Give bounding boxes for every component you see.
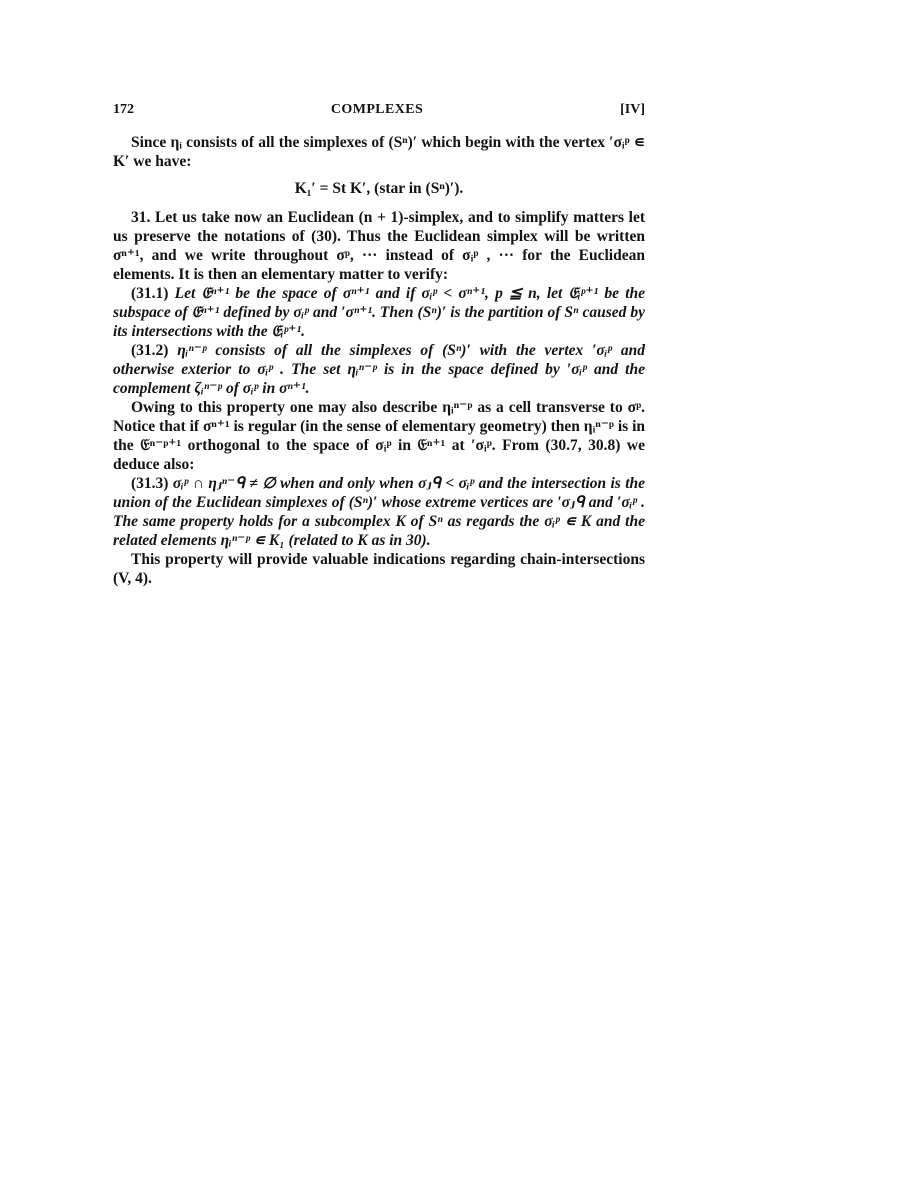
- proposition-31-2-label: (31.2): [131, 342, 169, 359]
- proposition-31-3: [113, 474, 645, 550]
- paragraph-owing: Owing to this property one may also describe ηᵢⁿ⁻ᵖ as a cell transverse to σᵖ. Notice that if σⁿ⁺¹ is regular (in the sense of elementary geometry) then ηᵢⁿ⁻ᵖ is in the 𝔈ⁿ⁻ᵖ⁺¹ orthogonal to the space of σᵢᵖ in 𝔈ⁿ⁺¹ at ′σᵢᵖ. From (30.7, 30.8) we deduce also:: [113, 399, 645, 473]
- proposition-31-3-label: (31.3): [131, 475, 169, 492]
- intro-line-2: ′σᵢᵖ ∊ K′ we have:: [113, 134, 646, 170]
- running-header: [113, 100, 645, 119]
- paragraph-31: 31. Let us take now an Euclidean (n + 1)-simplex, and to simplify matters let us preserve the notations of (30). Thus the Euclidean simplex will be written σⁿ⁺¹, and we write throughout σᵖ, ··· instead of σᵢᵖ , ··· for the Euclidean elements. It is then an elementary matter to verify:: [113, 209, 645, 283]
- intro-line-1: Since ηᵢ consists of all the simplexes of (Sⁿ)′ which begin with the vertex: [131, 134, 605, 151]
- intro-paragraph: [113, 133, 645, 171]
- proposition-31-2-text: ηᵢⁿ⁻ᵖ consists of all the simplexes of (Sⁿ)′ with the vertex ′σᵢᵖ and otherwise exterior to σᵢᵖ . The set ηᵢⁿ⁻ᵖ is in the space defined by ′σᵢᵖ and the complement ζᵢⁿ⁻ᵖ of σᵢᵖ in σⁿ⁺¹.: [113, 342, 645, 397]
- proposition-31-1-text: Let 𝔈ⁿ⁺¹ be the space of σⁿ⁺¹ and if σᵢᵖ < σⁿ⁺¹, p ≦ n, let 𝔈ᵢᵖ⁺¹ be the subspace of 𝔈ⁿ⁺¹ defined by σᵢᵖ and ′σⁿ⁺¹. Then (Sⁿ)′ is the partition of Sⁿ caused by its intersections with the 𝔈ᵢᵖ⁺¹.: [113, 285, 646, 340]
- chapter-title: COMPLEXES: [330, 102, 424, 117]
- proposition-31-2: [113, 341, 645, 398]
- proposition-31-1-label: (31.1): [131, 285, 169, 302]
- paragraph-final: This property will provide valuable indications regarding chain-intersections (V, 4).: [113, 551, 645, 587]
- proposition-31-1: [113, 284, 645, 341]
- proposition-31-3-text: σᵢᵖ ∩ ηⱼⁿ⁻ᑫ ≠ ∅ when and only when σⱼᑫ < σᵢᵖ and the intersection is the union of the Euclidean simplexes of (Sⁿ)′ whose extreme vertices are ′σⱼᑫ and ′σᵢᵖ . The same property holds for a subcomplex K of Sⁿ as regards the σᵢᵖ ∊ K and the related elements ηᵢⁿ⁻ᵖ ∊ K₁ (related to K as in 30).: [113, 475, 646, 549]
- document-page: [113, 100, 645, 588]
- page-number: 172: [113, 102, 134, 117]
- display-equation: K₁′ = St K′, (star in (Sⁿ)′).: [294, 180, 464, 197]
- chapter-tag: [IV]: [620, 102, 645, 117]
